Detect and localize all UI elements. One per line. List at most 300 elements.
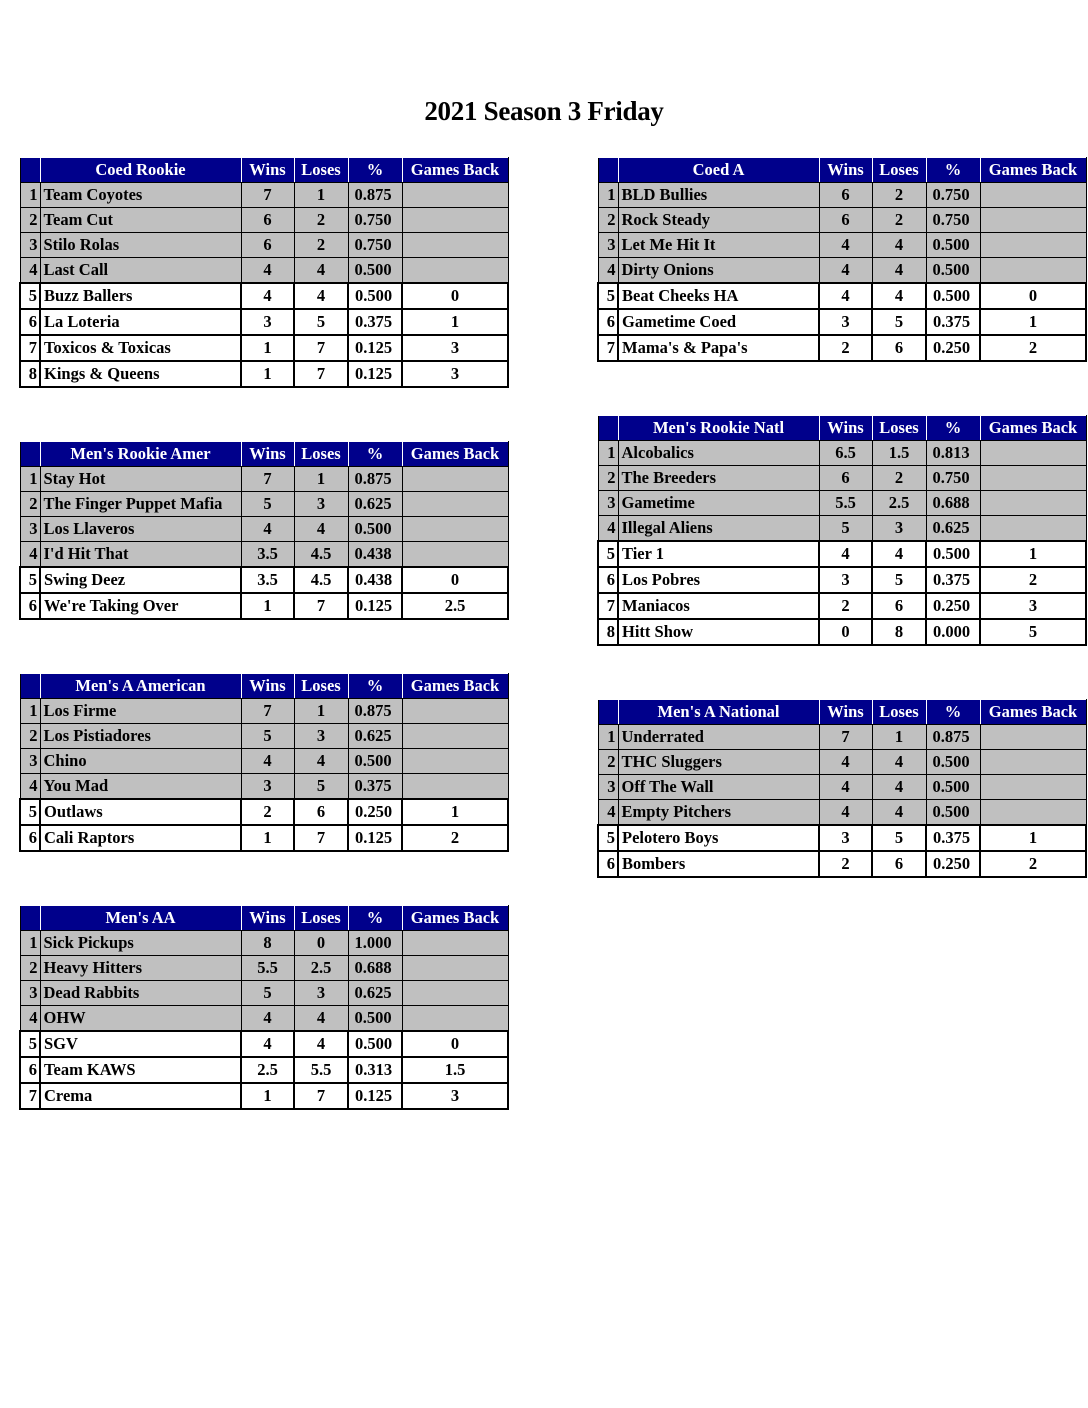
team-name-cell: Buzz Ballers (40, 283, 241, 309)
games-back-header: Games Back (402, 442, 508, 467)
loses-cell: 6 (872, 593, 926, 619)
rank-cell: 4 (20, 258, 40, 284)
loses-cell: 4 (294, 1031, 348, 1057)
rank-header (598, 700, 618, 725)
rank-cell: 1 (20, 931, 40, 956)
pct-cell: 1.000 (348, 931, 402, 956)
pct-cell: 0.125 (348, 361, 402, 387)
pct-cell: 0.875 (926, 725, 980, 750)
loses-header: Loses (872, 158, 926, 183)
wins-cell: 4 (819, 283, 872, 309)
rank-cell: 2 (598, 466, 618, 491)
games-back-cell: 2 (980, 567, 1086, 593)
wins-cell: 5 (819, 516, 872, 542)
table-row (20, 1031, 508, 1057)
games-back-cell (980, 800, 1086, 826)
pct-cell: 0.375 (926, 825, 980, 851)
wins-cell: 3.5 (241, 542, 294, 568)
loses-header: Loses (294, 906, 348, 931)
table-row (20, 724, 508, 749)
table-header-row (20, 906, 508, 931)
table-row (598, 491, 1086, 516)
team-name-cell: Empty Pitchers (618, 800, 819, 826)
pct-cell: 0.000 (926, 619, 980, 645)
loses-cell: 4 (872, 233, 926, 258)
team-name-cell: Maniacos (618, 593, 819, 619)
loses-cell: 1 (294, 467, 348, 492)
mens-a-national-standings-table (597, 699, 1087, 878)
team-name-cell: Los Pistiadores (40, 724, 241, 749)
rank-cell: 2 (20, 724, 40, 749)
games-back-cell (402, 956, 508, 981)
wins-cell: 3 (241, 774, 294, 800)
table-row (20, 283, 508, 309)
pct-cell: 0.500 (926, 258, 980, 284)
games-back-cell: 2 (402, 825, 508, 851)
division-name: Coed Rookie (40, 158, 241, 183)
rank-cell: 1 (20, 699, 40, 724)
games-back-cell (402, 517, 508, 542)
team-name-cell: Chino (40, 749, 241, 774)
wins-cell: 7 (241, 699, 294, 724)
rank-cell: 7 (598, 593, 618, 619)
table-row (20, 183, 508, 208)
pct-cell: 0.875 (348, 467, 402, 492)
loses-cell: 1.5 (872, 441, 926, 466)
table-row (20, 593, 508, 619)
rank-cell: 1 (598, 725, 618, 750)
games-back-cell (980, 183, 1086, 208)
games-back-cell: 1 (402, 799, 508, 825)
loses-cell: 4 (294, 258, 348, 284)
pct-header: % (926, 700, 980, 725)
team-name-cell: La Loteria (40, 309, 241, 335)
pct-cell: 0.688 (926, 491, 980, 516)
table-row (598, 851, 1086, 877)
loses-cell: 7 (294, 825, 348, 851)
wins-header: Wins (241, 906, 294, 931)
rank-cell: 6 (598, 567, 618, 593)
team-name-cell: The Finger Puppet Mafia (40, 492, 241, 517)
games-back-cell (980, 750, 1086, 775)
rank-cell: 5 (598, 283, 618, 309)
loses-cell: 6 (294, 799, 348, 825)
wins-header: Wins (241, 674, 294, 699)
pct-cell: 0.750 (348, 233, 402, 258)
pct-cell: 0.500 (348, 283, 402, 309)
division-name: Men's Rookie Natl (618, 416, 819, 441)
table-row (598, 567, 1086, 593)
table-row (20, 956, 508, 981)
loses-cell: 2 (872, 466, 926, 491)
wins-cell: 6.5 (819, 441, 872, 466)
games-back-cell (402, 699, 508, 724)
rank-cell: 3 (20, 233, 40, 258)
pct-cell: 0.500 (926, 750, 980, 775)
wins-cell: 4 (241, 258, 294, 284)
table-row (20, 361, 508, 387)
games-back-cell (980, 258, 1086, 284)
games-back-cell: 1 (402, 309, 508, 335)
wins-cell: 1 (241, 593, 294, 619)
pct-cell: 0.500 (348, 1031, 402, 1057)
table-row (598, 208, 1086, 233)
team-name-cell: Alcobalics (618, 441, 819, 466)
rank-cell: 5 (20, 799, 40, 825)
games-back-header: Games Back (402, 906, 508, 931)
pct-cell: 0.750 (348, 208, 402, 233)
table-row (20, 699, 508, 724)
wins-cell: 5.5 (819, 491, 872, 516)
team-name-cell: Rock Steady (618, 208, 819, 233)
games-back-header: Games Back (402, 158, 508, 183)
team-name-cell: I'd Hit That (40, 542, 241, 568)
pct-cell: 0.250 (926, 593, 980, 619)
rank-cell: 4 (20, 1006, 40, 1032)
team-name-cell: The Breeders (618, 466, 819, 491)
wins-cell: 3 (819, 825, 872, 851)
table-row (598, 441, 1086, 466)
wins-cell: 3 (819, 567, 872, 593)
pct-cell: 0.250 (926, 335, 980, 361)
wins-cell: 2 (819, 335, 872, 361)
loses-cell: 2 (872, 208, 926, 233)
pct-cell: 0.813 (926, 441, 980, 466)
rank-cell: 7 (598, 335, 618, 361)
wins-cell: 6 (819, 183, 872, 208)
rank-cell: 5 (20, 1031, 40, 1057)
table-header-row (598, 158, 1086, 183)
wins-cell: 1 (241, 335, 294, 361)
wins-cell: 4 (819, 258, 872, 284)
rank-cell: 2 (598, 208, 618, 233)
team-name-cell: Illegal Aliens (618, 516, 819, 542)
wins-cell: 1 (241, 1083, 294, 1109)
table-row (20, 309, 508, 335)
team-name-cell: THC Sluggers (618, 750, 819, 775)
wins-cell: 7 (241, 467, 294, 492)
table-row (598, 619, 1086, 645)
rank-cell: 6 (598, 309, 618, 335)
games-back-header: Games Back (980, 416, 1086, 441)
pct-cell: 0.375 (348, 774, 402, 800)
rank-cell: 4 (598, 516, 618, 542)
loses-cell: 2 (872, 183, 926, 208)
games-back-cell: 1 (980, 541, 1086, 567)
team-name-cell: Stilo Rolas (40, 233, 241, 258)
games-back-cell: 0 (402, 567, 508, 593)
loses-cell: 3 (872, 516, 926, 542)
loses-cell: 1 (294, 699, 348, 724)
team-name-cell: Swing Deez (40, 567, 241, 593)
table-row (20, 1057, 508, 1083)
table-header-row (20, 158, 508, 183)
team-name-cell: Mama's & Papa's (618, 335, 819, 361)
loses-cell: 4 (294, 517, 348, 542)
loses-cell: 5 (294, 309, 348, 335)
table-row (598, 541, 1086, 567)
loses-cell: 5 (872, 309, 926, 335)
team-name-cell: Hitt Show (618, 619, 819, 645)
team-name-cell: Team KAWS (40, 1057, 241, 1083)
wins-cell: 4 (819, 800, 872, 826)
loses-cell: 5 (872, 825, 926, 851)
wins-cell: 5.5 (241, 956, 294, 981)
games-back-cell: 3 (980, 593, 1086, 619)
team-name-cell: Team Coyotes (40, 183, 241, 208)
pct-cell: 0.125 (348, 593, 402, 619)
pct-cell: 0.500 (348, 258, 402, 284)
team-name-cell: Gametime (618, 491, 819, 516)
loses-cell: 0 (294, 931, 348, 956)
team-name-cell: Gametime Coed (618, 309, 819, 335)
team-name-cell: SGV (40, 1031, 241, 1057)
games-back-cell: 0 (980, 283, 1086, 309)
games-back-cell (980, 491, 1086, 516)
games-back-header: Games Back (980, 700, 1086, 725)
pct-cell: 0.375 (926, 309, 980, 335)
table-row (598, 335, 1086, 361)
team-name-cell: Beat Cheeks HA (618, 283, 819, 309)
team-name-cell: Dirty Onions (618, 258, 819, 284)
pct-cell: 0.500 (348, 749, 402, 774)
wins-cell: 0 (819, 619, 872, 645)
wins-header: Wins (241, 442, 294, 467)
table-header-row (20, 442, 508, 467)
pct-cell: 0.625 (926, 516, 980, 542)
team-name-cell: Heavy Hitters (40, 956, 241, 981)
team-name-cell: You Mad (40, 774, 241, 800)
table-header-row (598, 700, 1086, 725)
games-back-cell (402, 258, 508, 284)
table-row (598, 775, 1086, 800)
wins-cell: 7 (241, 183, 294, 208)
table-row (20, 517, 508, 542)
rank-cell: 1 (598, 183, 618, 208)
team-name-cell: OHW (40, 1006, 241, 1032)
team-name-cell: Outlaws (40, 799, 241, 825)
loses-header: Loses (294, 442, 348, 467)
games-back-cell (402, 542, 508, 568)
pct-cell: 0.875 (348, 183, 402, 208)
table-row (598, 283, 1086, 309)
rank-cell: 8 (20, 361, 40, 387)
games-back-cell (402, 931, 508, 956)
rank-cell: 6 (20, 825, 40, 851)
games-back-cell: 5 (980, 619, 1086, 645)
division-name: Men's A National (618, 700, 819, 725)
rank-header (20, 158, 40, 183)
team-name-cell: Off The Wall (618, 775, 819, 800)
rank-cell: 2 (20, 492, 40, 517)
games-back-cell (402, 208, 508, 233)
table-row (20, 567, 508, 593)
table-row (598, 516, 1086, 542)
loses-cell: 7 (294, 593, 348, 619)
division-name: Coed A (618, 158, 819, 183)
games-back-cell (980, 516, 1086, 542)
loses-cell: 1 (872, 725, 926, 750)
loses-cell: 4 (872, 800, 926, 826)
mens-rookie-amer-standings-table (19, 441, 509, 620)
wins-cell: 5 (241, 492, 294, 517)
rank-header (20, 674, 40, 699)
wins-cell: 5 (241, 724, 294, 749)
team-name-cell: Underrated (618, 725, 819, 750)
pct-cell: 0.250 (348, 799, 402, 825)
wins-cell: 4 (241, 1006, 294, 1032)
pct-cell: 0.500 (926, 775, 980, 800)
team-name-cell: Tier 1 (618, 541, 819, 567)
table-row (20, 749, 508, 774)
rank-header (20, 906, 40, 931)
wins-cell: 8 (241, 931, 294, 956)
wins-cell: 4 (819, 750, 872, 775)
rank-cell: 2 (598, 750, 618, 775)
rank-cell: 5 (598, 541, 618, 567)
wins-cell: 4 (241, 1031, 294, 1057)
games-back-cell (402, 233, 508, 258)
team-name-cell: Stay Hot (40, 467, 241, 492)
games-back-cell: 3 (402, 361, 508, 387)
loses-cell: 4 (294, 1006, 348, 1032)
wins-header: Wins (241, 158, 294, 183)
games-back-cell: 2.5 (402, 593, 508, 619)
pct-header: % (348, 442, 402, 467)
loses-cell: 3 (294, 724, 348, 749)
rank-cell: 3 (20, 981, 40, 1006)
pct-cell: 0.500 (926, 800, 980, 826)
loses-header: Loses (294, 674, 348, 699)
table-row (598, 800, 1086, 826)
rank-header (598, 416, 618, 441)
team-name-cell: Dead Rabbits (40, 981, 241, 1006)
team-name-cell: Bombers (618, 851, 819, 877)
games-back-cell (980, 441, 1086, 466)
wins-cell: 4 (241, 749, 294, 774)
rank-header (20, 442, 40, 467)
team-name-cell: Los Pobres (618, 567, 819, 593)
division-name: Men's Rookie Amer (40, 442, 241, 467)
loses-cell: 3 (294, 492, 348, 517)
table-row (20, 825, 508, 851)
pct-cell: 0.375 (926, 567, 980, 593)
table-row (20, 1083, 508, 1109)
pct-cell: 0.125 (348, 335, 402, 361)
mens-a-american-standings-table (19, 673, 509, 852)
rank-cell: 1 (20, 467, 40, 492)
loses-cell: 1 (294, 183, 348, 208)
team-name-cell: Cali Raptors (40, 825, 241, 851)
wins-cell: 6 (819, 208, 872, 233)
games-back-cell (402, 183, 508, 208)
pct-cell: 0.250 (926, 851, 980, 877)
pct-header: % (926, 158, 980, 183)
loses-header: Loses (294, 158, 348, 183)
division-name: Men's A American (40, 674, 241, 699)
wins-cell: 4 (241, 283, 294, 309)
table-row (20, 981, 508, 1006)
loses-cell: 2 (294, 233, 348, 258)
games-back-cell (402, 749, 508, 774)
table-header-row (598, 416, 1086, 441)
rank-cell: 3 (598, 775, 618, 800)
games-back-cell (402, 1006, 508, 1032)
rank-cell: 5 (598, 825, 618, 851)
rank-cell: 4 (598, 800, 618, 826)
pct-cell: 0.688 (348, 956, 402, 981)
games-back-cell: 1.5 (402, 1057, 508, 1083)
team-name-cell: Last Call (40, 258, 241, 284)
page-title: 2021 Season 3 Friday (424, 96, 664, 126)
pct-cell: 0.500 (926, 283, 980, 309)
rank-cell: 7 (20, 1083, 40, 1109)
loses-cell: 4 (872, 541, 926, 567)
pct-cell: 0.750 (926, 466, 980, 491)
team-name-cell: Kings & Queens (40, 361, 241, 387)
games-back-cell (402, 981, 508, 1006)
loses-cell: 4 (294, 749, 348, 774)
loses-cell: 4.5 (294, 542, 348, 568)
pct-cell: 0.625 (348, 724, 402, 749)
games-back-cell (402, 774, 508, 800)
table-row (598, 825, 1086, 851)
rank-cell: 8 (598, 619, 618, 645)
wins-cell: 2 (819, 593, 872, 619)
wins-cell: 4 (241, 517, 294, 542)
games-back-cell (980, 725, 1086, 750)
rank-cell: 3 (598, 233, 618, 258)
pct-cell: 0.375 (348, 309, 402, 335)
games-back-cell (980, 466, 1086, 491)
team-name-cell: Los Llaveros (40, 517, 241, 542)
wins-cell: 2.5 (241, 1057, 294, 1083)
loses-cell: 7 (294, 335, 348, 361)
pct-cell: 0.125 (348, 1083, 402, 1109)
table-row (20, 467, 508, 492)
wins-cell: 5 (241, 981, 294, 1006)
rank-cell: 2 (20, 208, 40, 233)
games-back-cell: 3 (402, 1083, 508, 1109)
wins-cell: 6 (819, 466, 872, 491)
rank-cell: 2 (20, 956, 40, 981)
table-row (598, 258, 1086, 284)
rank-cell: 1 (20, 183, 40, 208)
loses-header: Loses (872, 700, 926, 725)
team-name-cell: Los Firme (40, 699, 241, 724)
loses-cell: 4.5 (294, 567, 348, 593)
games-back-cell (402, 467, 508, 492)
games-back-cell (980, 775, 1086, 800)
games-back-cell: 2 (980, 335, 1086, 361)
pct-cell: 0.438 (348, 542, 402, 568)
wins-cell: 4 (819, 233, 872, 258)
team-name-cell: Sick Pickups (40, 931, 241, 956)
table-row (598, 725, 1086, 750)
loses-cell: 4 (872, 775, 926, 800)
rank-cell: 6 (20, 1057, 40, 1083)
table-row (20, 542, 508, 568)
table-row (20, 774, 508, 800)
games-back-cell: 1 (980, 309, 1086, 335)
loses-cell: 2.5 (294, 956, 348, 981)
wins-header: Wins (819, 158, 872, 183)
wins-cell: 4 (819, 775, 872, 800)
table-row (598, 750, 1086, 775)
rank-cell: 6 (20, 309, 40, 335)
loses-cell: 2 (294, 208, 348, 233)
rank-cell: 4 (598, 258, 618, 284)
